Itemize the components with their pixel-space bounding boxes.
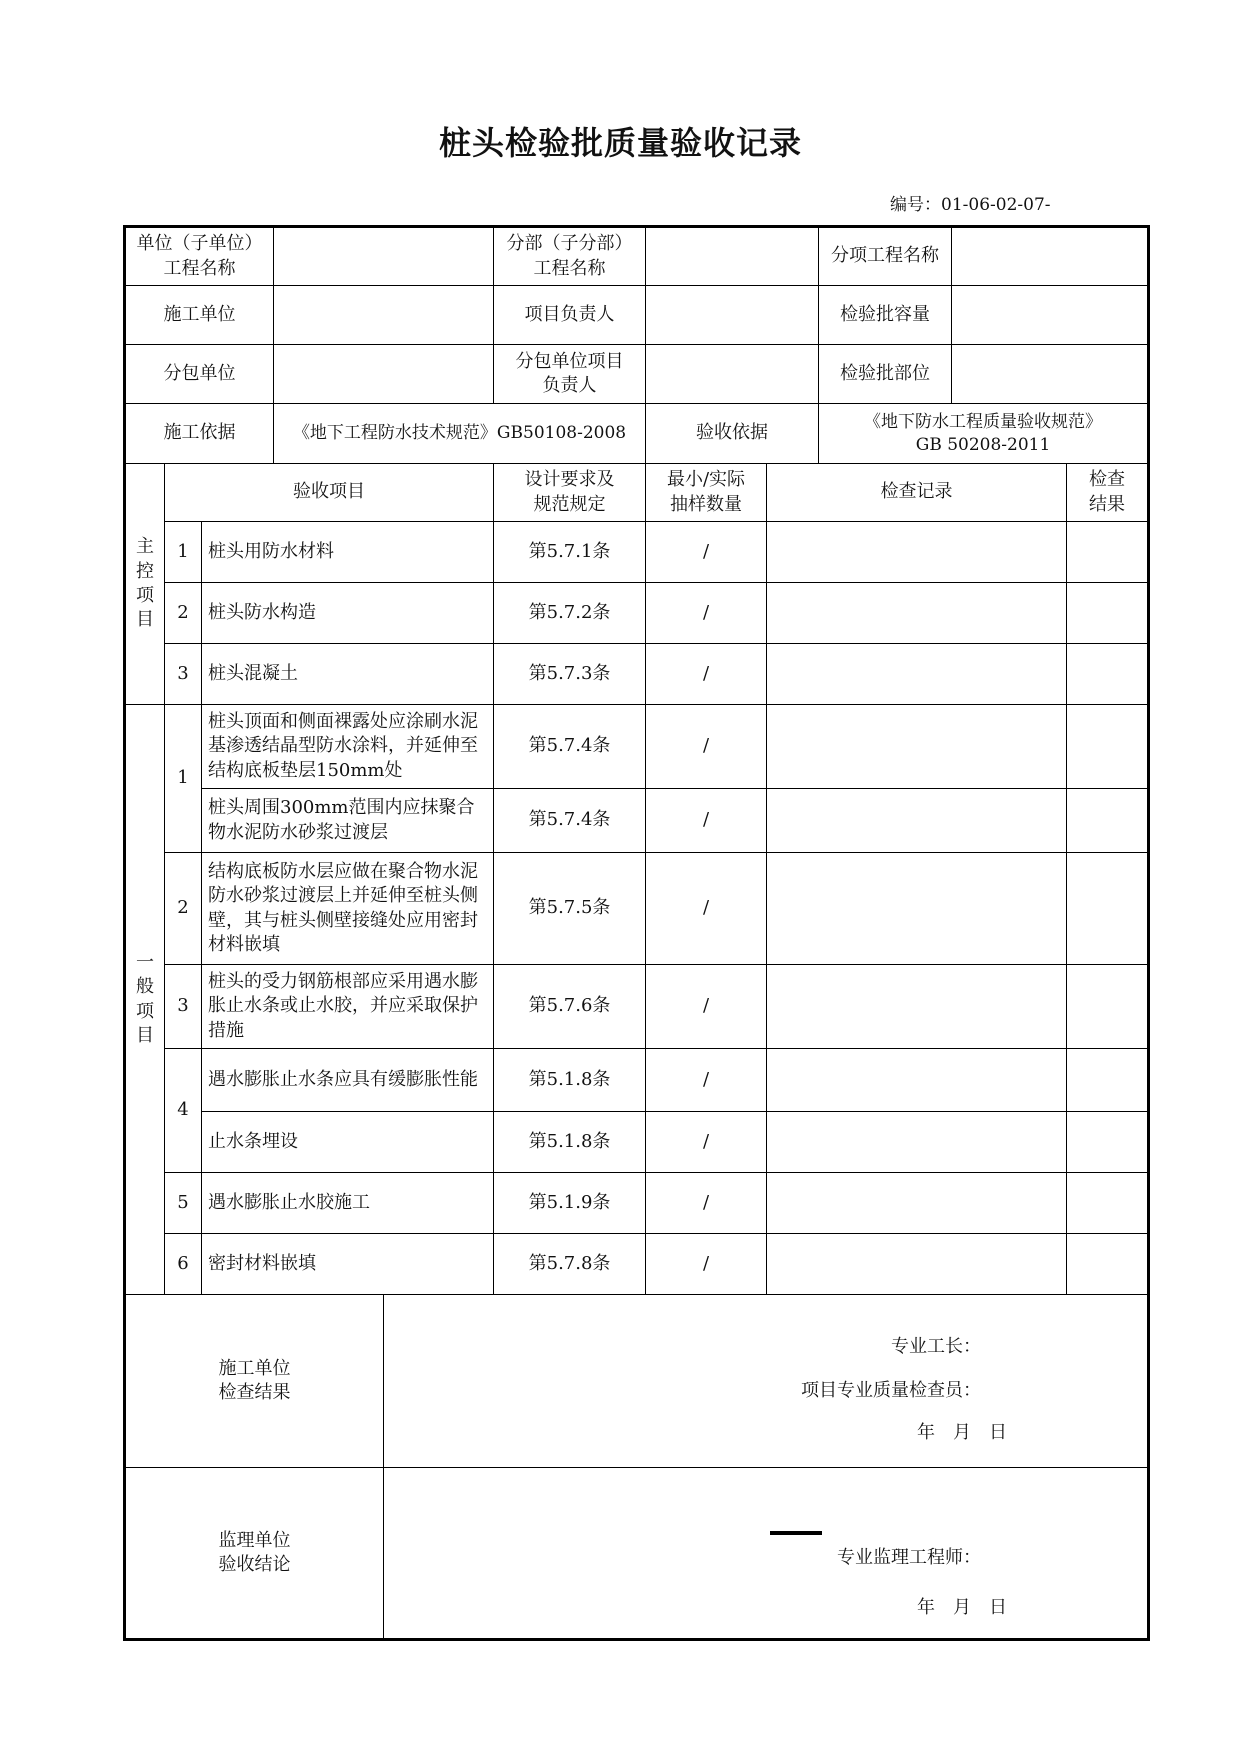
item-text: 桩头顶面和侧面裸露处应涂刷水泥基渗透结晶型防水涂料，并延伸至结构底板垫层150mm处 [202,705,494,789]
construction-basis-value: 《地下工程防水技术规范》GB50108-2008 [274,404,646,464]
general-group-label: 一 般 项 目 [125,705,165,1295]
item-number: 1 [165,522,202,583]
item-clause: 第5.1.8条 [494,1112,646,1173]
acceptance-basis-label: 验收依据 [646,404,819,464]
sub-manager-field[interactable] [646,345,819,404]
item-result-field[interactable] [1067,1049,1149,1112]
item-sample: / [646,965,767,1049]
item-clause: 第5.1.8条 [494,1049,646,1112]
item-text: 桩头用防水材料 [202,522,494,583]
item-text: 遇水膨胀止水胶施工 [202,1173,494,1234]
main-control-group-label: 主 控 项 目 [125,464,165,705]
item-record-field[interactable] [767,789,1067,853]
item-number: 2 [165,853,202,965]
manager-label: 项目负责人 [494,286,646,345]
item-text: 遇水膨胀止水条应具有缓膨胀性能 [202,1049,494,1112]
supervision-check-area[interactable] [384,1468,1149,1640]
item-sample: / [646,1112,767,1173]
unit-name-label: 单位（子单位） 工程名称 [125,227,274,286]
table-row [125,1173,1149,1234]
manager-field[interactable] [646,286,819,345]
item-sample: / [646,1049,767,1112]
construction-check-area[interactable] [384,1295,1149,1468]
column-header-item: 验收项目 [165,464,494,522]
item-number: 6 [165,1234,202,1295]
table-row [125,789,1149,853]
item-result-field[interactable] [1067,1173,1149,1234]
acceptance-basis-value: 《地下防水工程质量验收规范》 GB 50208-2011 [819,404,1149,464]
item-record-field[interactable] [767,705,1067,789]
item-record-field[interactable] [767,644,1067,705]
item-name-field[interactable] [952,227,1149,286]
constructor-field[interactable] [274,286,494,345]
item-text: 密封材料嵌填 [202,1234,494,1295]
column-header-result: 检查 结果 [1067,464,1149,522]
item-sample: / [646,1234,767,1295]
location-label: 检验批部位 [819,345,952,404]
item-sample: / [646,853,767,965]
item-number: 1 [165,705,202,853]
item-result-field[interactable] [1067,583,1149,644]
construction-check-label: 施工单位 检查结果 [125,1295,384,1468]
item-number: 4 [165,1049,202,1173]
inspector-signature-label: 项目专业质量检查员： [801,1380,982,1401]
column-header-sample: 最小/实际 抽样数量 [646,464,767,522]
item-number: 2 [165,583,202,644]
item-result-field[interactable] [1067,789,1149,853]
location-field[interactable] [952,345,1149,404]
supervision-date-label: 年 月 日 [917,1597,1008,1618]
item-clause: 第5.1.9条 [494,1173,646,1234]
item-clause: 第5.7.1条 [494,522,646,583]
item-record-field[interactable] [767,965,1067,1049]
item-result-field[interactable] [1067,1112,1149,1173]
signature-dash-mark [770,1531,822,1535]
item-result-field[interactable] [1067,644,1149,705]
item-name-label: 分项工程名称 [819,227,952,286]
item-result-field[interactable] [1067,522,1149,583]
item-text: 桩头混凝土 [202,644,494,705]
item-text: 止水条埋设 [202,1112,494,1173]
page-title: 桩头检验批质量验收记录 [438,124,802,162]
supervision-check-label: 监理单位 验收结论 [125,1468,384,1640]
item-clause: 第5.7.4条 [494,789,646,853]
item-result-field[interactable] [1067,965,1149,1049]
table-row [125,853,1149,965]
construction-date-label: 年 月 日 [917,1422,1008,1443]
subcontractor-label: 分包单位 [125,345,274,404]
item-text: 桩头的受力钢筋根部应采用遇水膨胀止水条或止水胶，并应采取保护措施 [202,965,494,1049]
item-number: 5 [165,1173,202,1234]
subdivision-name-label: 分部（子分部） 工程名称 [494,227,646,286]
item-result-field[interactable] [1067,853,1149,965]
item-record-field[interactable] [767,583,1067,644]
item-record-field[interactable] [767,853,1067,965]
table-row [125,1112,1149,1173]
foreman-signature-label: 专业工长： [891,1336,982,1357]
item-record-field[interactable] [767,1234,1067,1295]
table-row [125,644,1149,705]
capacity-field[interactable] [952,286,1149,345]
sub-manager-label: 分包单位项目 负责人 [494,345,646,404]
item-text: 桩头周围300mm范围内应抹聚合物水泥防水砂浆过渡层 [202,789,494,853]
table-row [125,1049,1149,1112]
capacity-label: 检验批容量 [819,286,952,345]
column-header-design: 设计要求及 规范规定 [494,464,646,522]
item-clause: 第5.7.5条 [494,853,646,965]
item-record-field[interactable] [767,1049,1067,1112]
item-clause: 第5.7.2条 [494,583,646,644]
table-row [125,583,1149,644]
item-clause: 第5.7.4条 [494,705,646,789]
inspection-form-table [123,225,1150,1641]
table-row [125,1234,1149,1295]
column-header-record: 检查记录 [767,464,1067,522]
item-result-field[interactable] [1067,705,1149,789]
subdivision-name-field[interactable] [646,227,819,286]
table-row [125,965,1149,1049]
table-row [125,522,1149,583]
item-text: 结构底板防水层应做在聚合物水泥防水砂浆过渡层上并延伸至桩头侧壁，其与桩头侧壁接缝处应用密封材料嵌填 [202,853,494,965]
construction-basis-label: 施工依据 [125,404,274,464]
table-row [125,705,1149,789]
item-sample: / [646,1173,767,1234]
record-number: 编号：01-06-02-07- [890,195,1051,215]
item-number: 3 [165,644,202,705]
item-sample: / [646,644,767,705]
item-record-field[interactable] [767,1173,1067,1234]
item-sample: / [646,522,767,583]
item-sample: / [646,789,767,853]
item-text: 桩头防水构造 [202,583,494,644]
item-sample: / [646,583,767,644]
engineer-signature-label: 专业监理工程师： [837,1547,982,1568]
item-result-field[interactable] [1067,1234,1149,1295]
item-clause: 第5.7.6条 [494,965,646,1049]
item-clause: 第5.7.8条 [494,1234,646,1295]
item-clause: 第5.7.3条 [494,644,646,705]
constructor-label: 施工单位 [125,286,274,345]
item-sample: / [646,705,767,789]
subcontractor-field[interactable] [274,345,494,404]
unit-name-field[interactable] [274,227,494,286]
item-record-field[interactable] [767,522,1067,583]
item-record-field[interactable] [767,1112,1067,1173]
item-number: 3 [165,965,202,1049]
